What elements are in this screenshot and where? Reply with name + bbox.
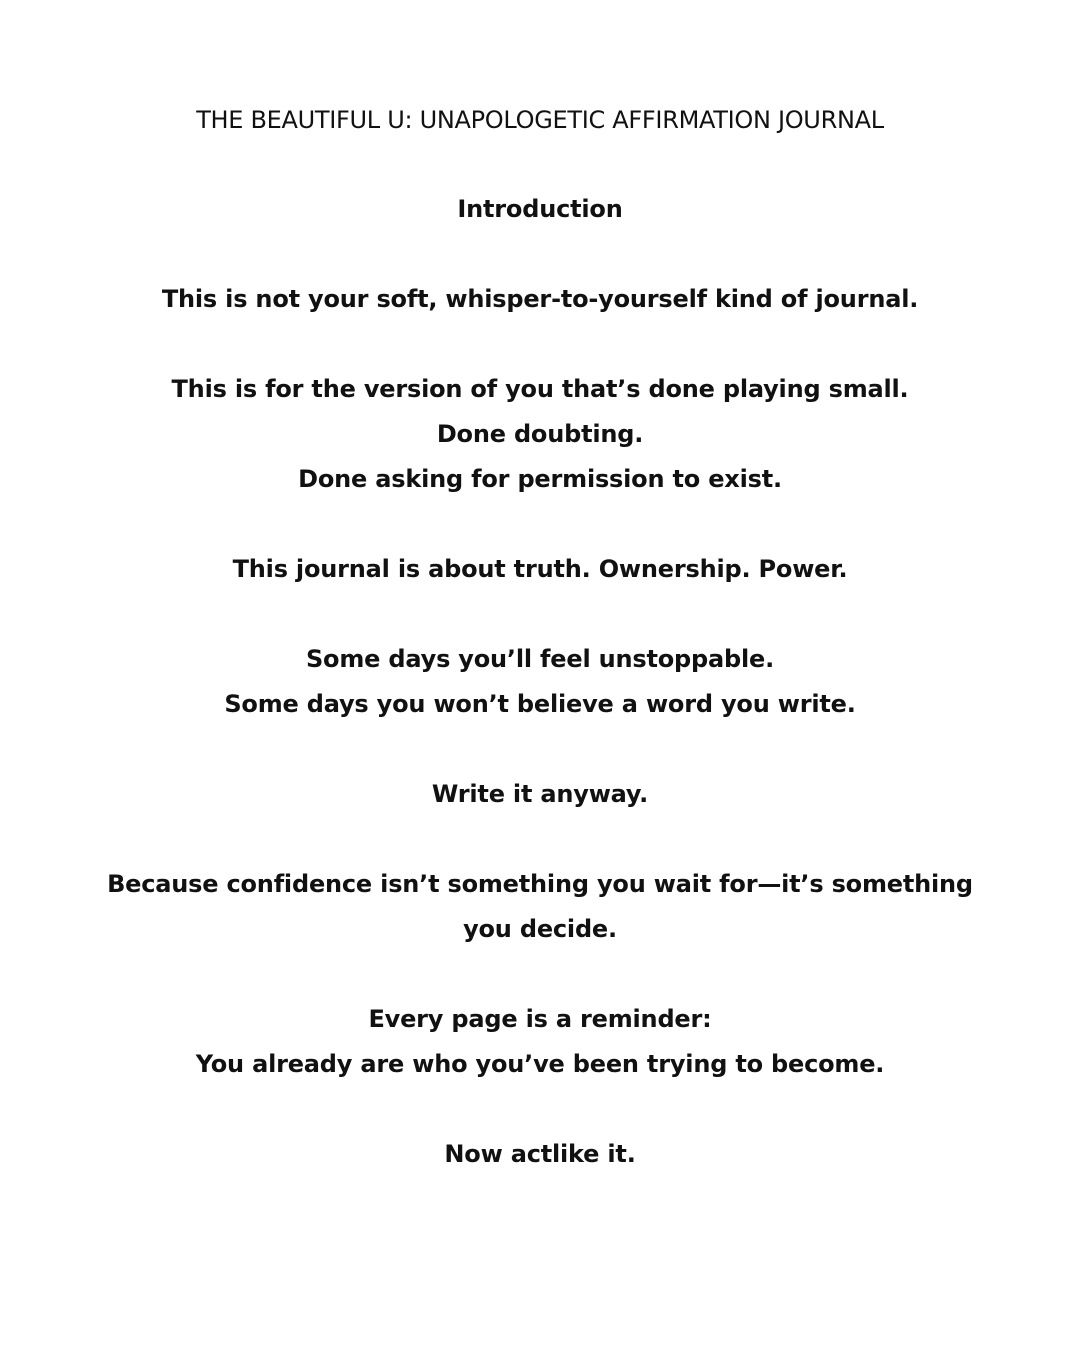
paragraph-line: This journal is about truth. Ownership. Power.	[232, 555, 848, 583]
paragraph-line: This is for the version of you that’s done playing small.	[171, 375, 909, 403]
closing-line: Now actlike it.	[444, 1140, 636, 1168]
paragraph-line: Write it anyway.	[431, 780, 649, 808]
paragraph-line: This is not your soft, whisper-to-yourself kind of journal.	[161, 285, 919, 313]
paragraph-line: Because confidence isn’t something you wait for—it’s something	[107, 870, 973, 898]
paragraph-line: Some days you won’t believe a word you write.	[224, 690, 856, 718]
paragraph-line: you decide.	[463, 915, 617, 943]
section-heading: Introduction	[457, 195, 623, 223]
paragraph-line: Some days you’ll feel unstoppable.	[305, 645, 775, 673]
paragraph-line: Every page is a reminder:	[368, 1005, 712, 1033]
paragraph-line: You already are who you’ve been trying to become.	[195, 1050, 885, 1078]
document-title: THE BEAUTIFUL U: UNAPOLOGETIC AFFIRMATION JOURNAL	[196, 106, 884, 134]
paragraph-line: Done asking for permission to exist.	[298, 465, 782, 493]
paragraph-line: Done doubting.	[436, 420, 644, 448]
